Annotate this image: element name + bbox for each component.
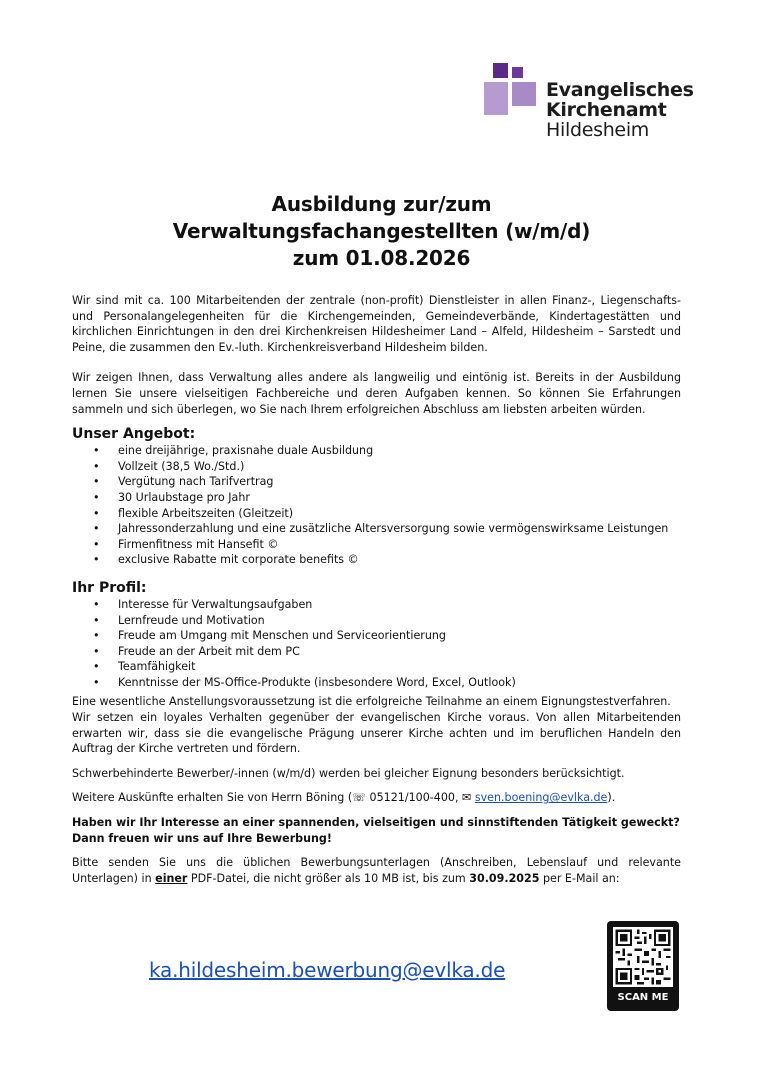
title-line1: Ausbildung zur/zum [271, 192, 492, 216]
qr-pattern [613, 927, 673, 987]
list-item: • Interesse für Verwaltungsaufgaben [72, 597, 681, 613]
requirement-paragraph-1: Eine wesentliche Anstellungsvoraussetzung ist die erfolgreiche Teilnahme an einem Eignungstestverfahren. [72, 695, 671, 709]
phone-icon: ☏ [352, 791, 367, 805]
application-email-link[interactable]: ka.hildesheim.bewerbung@evlka.de [149, 958, 506, 982]
qr-code-icon [613, 927, 673, 987]
apply-text-1: Bitte senden Sie uns die üblichen Bewerbungsunterlagen (Anschreiben, Lebenslauf und relevante Unterlagen) in [72, 856, 681, 885]
mail-icon: ✉ [462, 791, 472, 805]
logo-square-small [512, 67, 523, 78]
list-item: • flexible Arbeitszeiten (Gleitzeit) [72, 506, 681, 522]
offer-list [72, 443, 681, 568]
list-item: • Freude am Umgang mit Menschen und Serviceorientierung [72, 628, 681, 644]
intro-paragraph-2: Wir zeigen Ihnen, dass Verwaltung alles andere als langweilig und eintönig ist. Bereits in der Ausbildung lernen Sie unsere vielseitigen Fachbereiche und deren Aufgaben kennen. So können Sie Erfahrungen sammeln und sich überlegen, wo Sie nach Ihrem erfolgreichen Abschluss am liebsten arbeiten würden. [72, 371, 681, 416]
apply-underlined: einer [155, 871, 188, 885]
logo-text-line2: Kirchenamt [546, 99, 667, 121]
profile-heading: Ihr Profil: [72, 579, 147, 596]
list-item: • Teamfähigkeit [72, 659, 681, 675]
job-description [72, 293, 681, 886]
list-item: • Vergütung nach Tarifvertrag [72, 474, 681, 490]
contact-email-link[interactable]: sven.boening@evlka.de [474, 791, 608, 805]
list-item: • Firmenfitness mit Hansefit © [72, 537, 681, 553]
logo-square-light-tall [484, 82, 508, 115]
list-item: • Kenntnisse der MS-Office-Produkte (insbesondere Word, Excel, Outlook) [72, 675, 681, 691]
title-line3: zum 01.08.2026 [292, 246, 471, 270]
list-item: • exclusive Rabatte mit corporate benefits © [72, 552, 681, 568]
qr-label: SCAN ME [617, 992, 669, 1003]
intro-paragraph-1: Wir sind mit ca. 100 Mitarbeitenden der zentrale (non-profit) Dienstleister in allen Finanz-, Liegenschafts- und Personalangelegenheiten für die Kirchengemeinden, Gemeindeverbände, Kindertagestätten und kirchlichen Einrichtungen in den drei Kirchenkreisen Hildesheimer Land – Alfeld, Hildesheim – Sarstedt und Peine, die zusammen den Ev.-luth. Kirchenkreisverband Hildesheim bilden. [72, 294, 681, 354]
apply-paragraph [72, 855, 681, 886]
logo-square-light [512, 82, 536, 106]
requirement-paragraph-2: Wir setzen ein loyales Verhalten gegenüber der evangelischen Kirche voraus. Von allen Mitarbeitenden erwarten wir, dass sie die evangelische Prägung unserer Kirche achten und im beruflichen Handeln den Auftrag der Kirche vertreten und fördern. [72, 711, 681, 756]
interest-line-1: Haben wir Ihr Interesse an einer spannenden, vielseitigen und sinnstiftenden Tätigkeit geweckt? [72, 816, 680, 830]
organization-logo [484, 63, 704, 143]
logo-text-line1: Evangelisches [546, 79, 694, 101]
apply-text-2: PDF-Datei, die nicht größer als 10 MB ist, bis zum [187, 871, 470, 885]
qr-code[interactable] [607, 921, 679, 1011]
list-item: • eine dreijährige, praxisnahe duale Ausbildung [72, 443, 681, 459]
page-title [0, 191, 763, 272]
list-item: • Jahressonderzahlung und eine zusätzliche Altersversorgung sowie vermögenswirksame Leistungen [72, 521, 681, 537]
apply-text-3: per E-Mail an: [539, 871, 620, 885]
contact-paragraph [72, 790, 681, 806]
disability-note: Schwerbehinderte Bewerber/-innen (w/m/d) werden bei gleicher Eignung besonders berücksichtigt. [72, 766, 625, 780]
contact-phone: 05121/100-400, [366, 791, 462, 805]
contact-prefix: Weitere Auskünfte erhalten Sie von Herrn Böning ( [72, 791, 353, 805]
interest-line-2: Dann freuen wir uns auf Ihre Bewerbung! [72, 831, 332, 845]
list-item: • 30 Urlaubstage pro Jahr [72, 490, 681, 506]
profile-list [72, 597, 681, 691]
logo-square-dark [493, 63, 508, 78]
offer-heading: Unser Angebot: [72, 426, 196, 443]
list-item: • Freude an der Arbeit mit dem PC [72, 644, 681, 660]
list-item: • Vollzeit (38,5 Wo./Std.) [72, 459, 681, 475]
contact-suffix: ). [607, 791, 616, 805]
logo-text-line3: Hildesheim [546, 119, 650, 141]
apply-deadline: 30.09.2025 [469, 871, 540, 885]
title-line2: Verwaltungsfachangestellten (w/m/d) [172, 219, 591, 243]
list-item: • Lernfreude und Motivation [72, 613, 681, 629]
